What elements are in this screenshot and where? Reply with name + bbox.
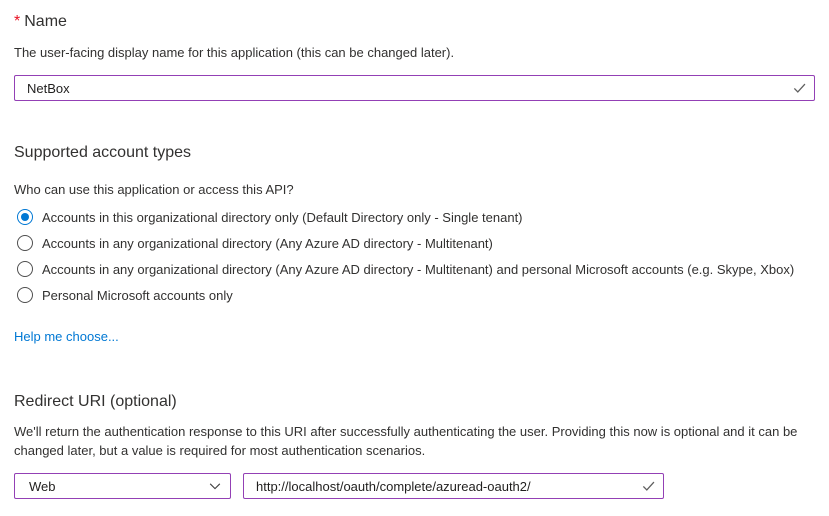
redirect-uri-input-container [243, 473, 664, 499]
radio-unselected-icon [17, 261, 33, 277]
redirect-uri-section [14, 392, 815, 499]
required-asterisk: * [14, 13, 21, 30]
redirect-uri-title: Redirect URI (optional) [14, 393, 177, 410]
radio-option-personal-only[interactable] [14, 282, 815, 308]
redirect-uri-input[interactable] [244, 474, 663, 498]
name-input-container [14, 75, 815, 101]
name-section-title [14, 12, 815, 32]
radio-option-single-tenant[interactable] [14, 204, 815, 230]
platform-select[interactable] [14, 473, 231, 499]
redirect-uri-row [14, 473, 815, 499]
name-title-text: Name [24, 13, 67, 30]
name-description: The user-facing display name for this application (this can be changed later). [14, 45, 455, 60]
account-types-question: Who can use this application or access this API? [14, 182, 294, 197]
help-me-choose-link[interactable]: Help me choose... [14, 329, 119, 344]
radio-option-label: Personal Microsoft accounts only [42, 287, 233, 303]
radio-option-label: Accounts in any organizational directory (Any Azure AD directory - Multitenant) and personal Microsoft accounts (e.g. Skype, Xbox) [42, 261, 795, 277]
radio-option-label: Accounts in this organizational directory only (Default Directory only - Single tenant) [42, 209, 523, 225]
platform-select-value: Web [29, 478, 56, 494]
radio-unselected-icon [17, 235, 33, 251]
name-section [14, 12, 815, 101]
radio-selected-icon [17, 209, 33, 225]
account-types-title: Supported account types [14, 144, 192, 161]
radio-unselected-icon [17, 287, 33, 303]
radio-option-multitenant[interactable] [14, 230, 815, 256]
supported-account-types-section [14, 143, 815, 346]
radio-option-multitenant-personal[interactable] [14, 256, 815, 282]
redirect-uri-description: We'll return the authentication response to this URI after successfully authenticating the user. Providing this now is optional and it can be changed later, but a value is required for most authentication scenarios. [14, 424, 798, 458]
chevron-down-icon [208, 479, 222, 493]
radio-option-label: Accounts in any organizational directory (Any Azure AD directory - Multitenant) [42, 235, 493, 251]
name-input[interactable] [15, 76, 814, 100]
account-type-radio-group [14, 204, 815, 308]
